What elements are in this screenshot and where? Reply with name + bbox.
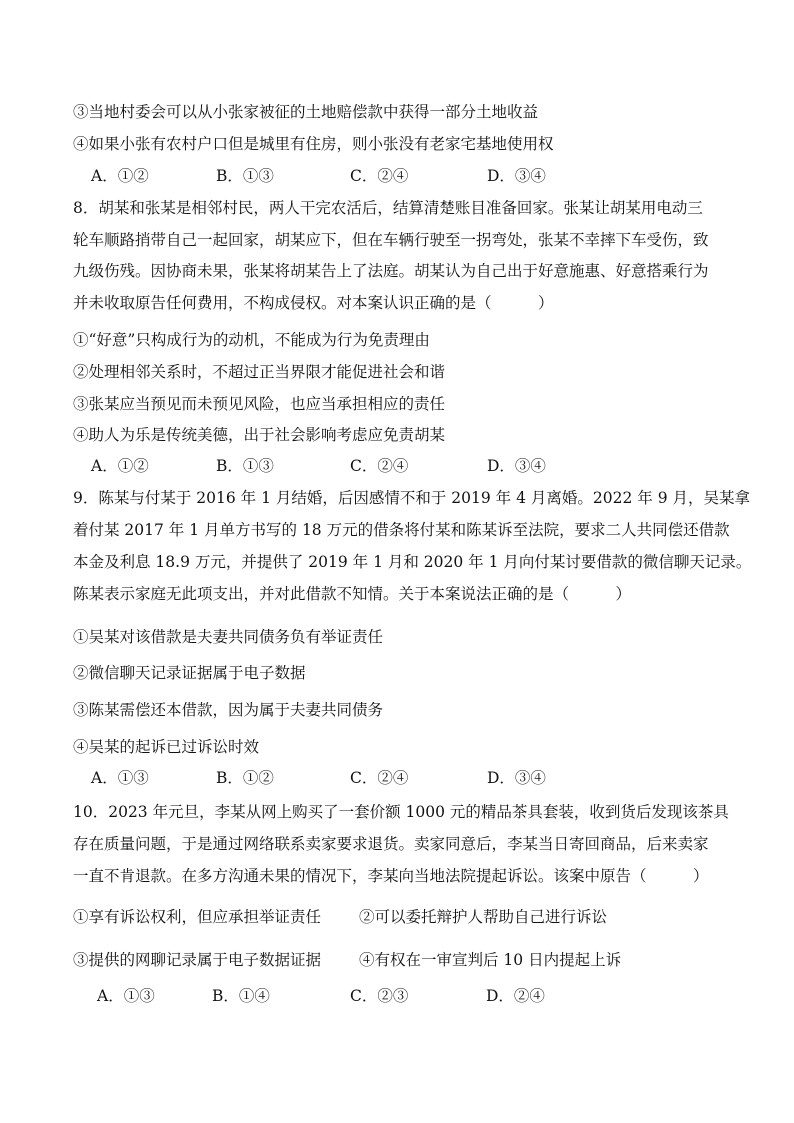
q8-statement-4: ④助人为乐是传统美德，出于社会影响考虑应免责胡某 (73, 426, 446, 444)
q10-statement-3: ③提供的网聊记录属于电子数据证据 (73, 951, 322, 969)
q10-stem-line-1: 10．2023 年元旦，李某从网上购买了一套价额 1000 元的精品茶具套装，收到货后发现该茶具 (73, 803, 729, 821)
q9-statement-4: ④吴某的起诉已过诉讼时效 (73, 738, 260, 756)
q10-stem-line-3: 一直不肯退款。在多方沟通未果的情况下，李某向当地法院提起诉讼。该案中原告（ ） (73, 867, 709, 885)
q8-statement-2: ②处理相邻关系时，不超过正当界限才能促进社会和谐 (73, 363, 446, 381)
q8-stem-line-4: 并未收取原告任何费用，不构成侵权。对本案认识正确的是（ ） (73, 294, 554, 312)
q8-statement-1: ①“好意”只构成行为的动机，不能成为行为免责理由 (73, 331, 430, 349)
q7-option-d[interactable]: D．③④ (487, 167, 546, 185)
q9-option-d[interactable]: D．③④ (487, 769, 546, 787)
q10-option-a[interactable]: A．①③ (97, 987, 155, 1005)
q9-option-b[interactable]: B．①② (216, 769, 274, 787)
q9-statement-3: ③陈某需偿还本借款，因为属于夫妻共同债务 (73, 701, 384, 719)
q10-option-d[interactable]: D．②④ (486, 987, 545, 1005)
q10-statement-2: ②可以委托辩护人帮助自己进行诉讼 (359, 908, 608, 926)
q7-option-c[interactable]: C．②④ (350, 167, 409, 185)
q10-statement-4: ④有权在一审宣判后 10 日内提起上诉 (359, 951, 622, 969)
q9-stem-line-4: 陈某表示家庭无此项支出，并对此借款不知情。关于本案说法正确的是（ ） (73, 585, 632, 603)
q10-option-b[interactable]: B．①④ (212, 987, 270, 1005)
q9-option-c[interactable]: C．②④ (350, 769, 409, 787)
q7-statement-4: ④如果小张有农村户口但是城里有住房，则小张没有老家宅基地使用权 (73, 135, 554, 153)
q9-option-a[interactable]: A．①③ (91, 769, 149, 787)
q8-option-d[interactable]: D．③④ (487, 457, 546, 475)
q8-stem-line-2: 轮车顺路捎带自己一起回家，胡某应下，但在车辆行驶至一拐弯处，张某不幸摔下车受伤，致 (73, 231, 709, 249)
q10-statement-1: ①享有诉讼权利，但应承担举证责任 (73, 908, 322, 926)
q9-stem-line-3: 本金及利息 18.9 万元，并提供了 2019 年 1 月和 2020 年 1 月向付某讨要借款的微信聊天记录。 (73, 553, 752, 571)
q10-option-c[interactable]: C．②③ (350, 987, 409, 1005)
q8-statement-3: ③张某应当预见而未预见风险，也应当承担相应的责任 (73, 395, 446, 413)
q8-option-a[interactable]: A．①② (91, 457, 149, 475)
q10-stem-line-2: 存在质量问题，于是通过网络联系卖家要求退货。卖家同意后，李某当日寄回商品，后来卖家 (73, 835, 709, 853)
q8-option-b[interactable]: B．①③ (216, 457, 274, 475)
q9-statement-2: ②微信聊天记录证据属于电子数据 (73, 664, 306, 682)
q8-option-c[interactable]: C．②④ (350, 457, 409, 475)
q8-stem-line-1: 8．胡某和张某是相邻村民，两人干完农活后，结算清楚账目准备回家。张某让胡某用电动三 (73, 199, 703, 217)
q7-option-a[interactable]: A．①② (91, 167, 149, 185)
q9-stem-line-2: 着付某 2017 年 1 月单方书写的 18 万元的借条将付某和陈某诉至法院，要求二人共同偿还借款 (73, 521, 730, 539)
q7-statement-3: ③当地村委会可以从小张家被征的土地赔偿款中获得一部分土地收益 (73, 103, 539, 121)
q9-stem-line-1: 9．陈某与付某于 2016 年 1 月结婚，后因感情不和于 2019 年 4 月离婚。2022 年 9 月，吴某拿 (73, 489, 750, 507)
q9-statement-1: ①吴某对该借款是夫妻共同债务负有举证责任 (73, 628, 384, 646)
q8-stem-line-3: 九级伤残。因协商未果，张某将胡某告上了法庭。胡某认为自己出于好意施惠、好意搭乘行为 (73, 262, 709, 280)
q7-option-b[interactable]: B．①③ (216, 167, 274, 185)
